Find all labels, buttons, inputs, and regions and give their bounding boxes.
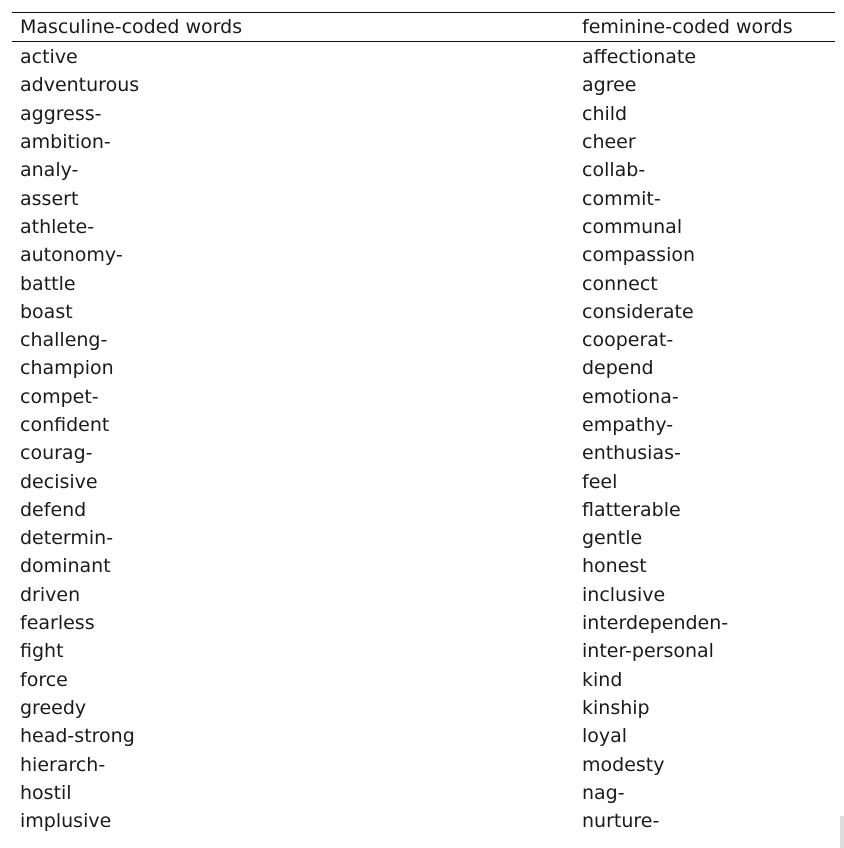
masculine-word-cell: defend [20, 498, 87, 521]
header-row [12, 13, 835, 42]
masculine-word-cell: fearless [20, 612, 95, 635]
table-row [12, 439, 835, 467]
table-row [12, 722, 835, 750]
feminine-word-cell: considerate [582, 300, 694, 323]
table-row [12, 609, 835, 637]
table-header [12, 13, 835, 42]
masculine-word-cell: hostil [20, 781, 72, 804]
table-row [12, 694, 835, 722]
masculine-word-cell: implusive [20, 810, 112, 833]
feminine-word-cell: kinship [582, 696, 650, 719]
table-row [12, 496, 835, 524]
masculine-word-cell: aggress- [20, 102, 102, 125]
feminine-word-cell: child [582, 102, 628, 125]
masculine-word-cell: adventurous [20, 74, 140, 97]
table-row [12, 779, 835, 807]
table-row [12, 156, 835, 184]
feminine-word-cell: communal [582, 215, 683, 238]
feminine-word-cell: kind [582, 668, 623, 691]
feminine-word-cell: depend [582, 357, 654, 380]
feminine-word-cell: collab- [582, 159, 646, 182]
masculine-word-cell: champion [20, 357, 114, 380]
masculine-word-cell: fight [20, 640, 64, 663]
masculine-word-cell: compet- [20, 385, 99, 408]
column-header-masculine: Masculine-coded words [20, 16, 243, 38]
table-row [12, 807, 835, 835]
masculine-word-cell: hierarch- [20, 753, 106, 776]
table-row [12, 71, 835, 99]
table-row [12, 383, 835, 411]
table-row [12, 552, 835, 580]
feminine-word-cell: flatterable [582, 498, 681, 521]
feminine-word-cell: compassion [582, 244, 696, 267]
table-row [12, 467, 835, 495]
column-header-feminine: feminine-coded words [582, 16, 793, 38]
masculine-word-cell: dominant [20, 555, 111, 578]
table-row [12, 100, 835, 128]
table-row [12, 128, 835, 156]
feminine-word-cell: emotiona- [582, 385, 679, 408]
feminine-word-cell: cheer [582, 131, 636, 154]
masculine-word-cell: confident [20, 414, 110, 436]
masculine-word-cell: driven [20, 583, 81, 606]
table-row [12, 411, 835, 439]
masculine-word-cell: force [20, 668, 68, 691]
masculine-word-cell: greedy [20, 696, 87, 719]
feminine-word-cell: enthusias- [582, 442, 681, 465]
masculine-word-cell: determin- [20, 527, 114, 550]
feminine-word-cell: inter-personal [582, 640, 714, 663]
table-row [12, 298, 835, 326]
feminine-word-cell: inclusive [582, 583, 666, 606]
table-row [12, 637, 835, 665]
feminine-word-cell: commit- [582, 187, 661, 210]
feminine-word-cell: modesty [582, 753, 665, 776]
masculine-word-cell: decisive [20, 470, 98, 493]
feminine-word-cell: empathy- [582, 414, 674, 436]
table-row [12, 581, 835, 609]
masculine-word-cell: head-strong [20, 725, 135, 748]
feminine-word-cell: nurture- [582, 810, 660, 833]
masculine-word-cell: athlete- [20, 215, 95, 238]
table-row [12, 269, 835, 297]
table-row [12, 42, 835, 72]
masculine-word-cell: boast [20, 300, 73, 323]
masculine-word-cell: analy- [20, 159, 79, 182]
table-row [12, 666, 835, 694]
masculine-word-cell: challeng- [20, 329, 108, 352]
masculine-word-cell: battle [20, 272, 76, 295]
table-row [12, 241, 835, 269]
feminine-word-cell: agree [582, 74, 637, 97]
edge-marker [840, 816, 844, 848]
feminine-word-cell: feel [582, 470, 618, 493]
table-row [12, 524, 835, 552]
feminine-word-cell: affectionate [582, 46, 697, 69]
table-row [12, 326, 835, 354]
feminine-word-cell: connect [582, 272, 658, 295]
table-body [12, 42, 835, 836]
feminine-word-cell: nag- [582, 781, 625, 804]
feminine-word-cell: honest [582, 555, 647, 578]
feminine-word-cell: gentle [582, 527, 643, 550]
masculine-word-cell: ambition- [20, 131, 111, 154]
feminine-word-cell: interdependen- [582, 612, 729, 635]
masculine-word-cell: active [20, 46, 78, 69]
masculine-word-cell: courag- [20, 442, 93, 465]
table-row [12, 213, 835, 241]
table-row [12, 184, 835, 212]
masculine-word-cell: autonomy- [20, 244, 123, 267]
feminine-word-cell: cooperat- [582, 329, 674, 352]
table-row [12, 750, 835, 778]
table-row [12, 354, 835, 382]
masculine-word-cell: assert [20, 187, 79, 210]
feminine-word-cell: loyal [582, 725, 628, 748]
gender-coded-words-table [12, 12, 835, 835]
